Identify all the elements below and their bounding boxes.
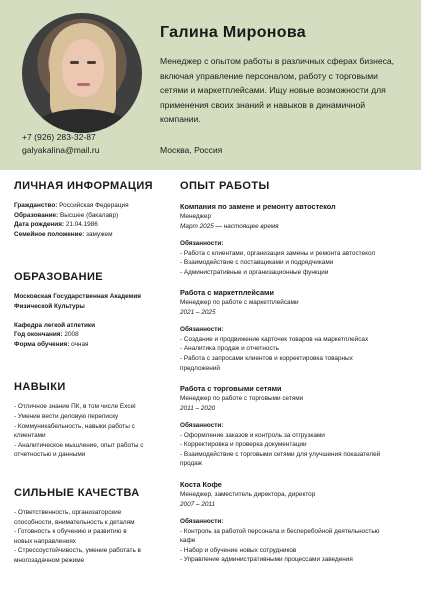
job-company: Работа с маркетплейсами (180, 288, 274, 298)
education-heading: ОБРАЗОВАНИЕ (14, 271, 104, 284)
profile-photo (22, 13, 142, 133)
duty-line: предложений (180, 364, 220, 372)
quality-line: - Стрессоустойчивость, умение работать в (14, 547, 141, 555)
skill-line: - Отличное знание ПК, в том числе Excel (14, 403, 136, 411)
left-column (14, 180, 159, 565)
duties-label: Обязанности: (180, 326, 224, 334)
job-entry (180, 480, 410, 565)
right-column (180, 180, 410, 565)
job-dates: 2011 – 2020 (180, 404, 216, 412)
duty-line: - Набор и обучение новых сотрудников (180, 546, 297, 554)
job-company: Работа с торговыми сетями (180, 384, 282, 394)
skill-line: отчетностью и данными (14, 451, 86, 459)
about-summary: Менеджер с опытом работы в различных сферах бизнеса, включая управление персоналом, работу с торговыми сетями и маркетплейсами. Ищу новые возможности для применения своих знаний и навыков в динамичной компании. (160, 56, 395, 124)
personal-info-list (14, 201, 159, 239)
skill-line: клиентами (14, 432, 46, 440)
duties-label: Обязанности: (180, 518, 224, 526)
personal-info-heading: ЛИЧНАЯ ИНФОРМАЦИЯ (14, 180, 153, 192)
qualities-heading: СИЛЬНЫЕ КАЧЕСТВА (14, 486, 140, 499)
skill-line: - Коммуникабельность, навыки работы с (14, 422, 135, 430)
duty-line: - Взаимодействие с торговыми сетями для улучшения показателей (180, 450, 381, 458)
skills-list (14, 402, 159, 460)
citizenship-row: Гражданство: Российская Федерация (14, 202, 129, 209)
duties-label: Обязанности: (180, 240, 224, 247)
duties-label: Обязанности: (180, 422, 224, 430)
phone-number[interactable]: +7 (926) 283-32-87 (22, 132, 96, 142)
duty-line: продаж (180, 460, 202, 468)
skill-line: - Аналитическое мышление, опыт работы с (14, 441, 144, 449)
duty-line: - Работа с запросами клиентов и корректировка товарных (180, 354, 353, 362)
quality-line: многозадачном режиме (14, 556, 85, 564)
duty-line: - Корректировка и проверка документации (180, 441, 307, 449)
study-form-row: Форма обучения: очная (14, 340, 89, 348)
city: Москва, Россия (160, 145, 223, 155)
skills-heading: НАВЫКИ (14, 381, 66, 394)
duty-line: - Аналитика продаж и отчетность (180, 345, 279, 353)
job-company: Компания по замене и ремонту автостекол (180, 202, 336, 211)
job-company: Коста Кофе (180, 480, 222, 490)
job-entry (180, 384, 410, 469)
quality-line: - Ответственность, организаторские (14, 508, 122, 516)
duty-line: - Работа с клиентами, организация замены и ремонта автостекол (180, 249, 376, 257)
job-role: Менеджер, заместитель директора, директор (180, 491, 316, 499)
duty-line: - Создание и продвижение карточек товаров на маркетплейсах (180, 335, 369, 343)
job-dates: 2007 – 2011 (180, 500, 216, 508)
experience-heading: ОПЫТ РАБОТЫ (180, 180, 270, 192)
education-block (14, 292, 159, 349)
skill-line: - Умение вести деловую переписку (14, 412, 119, 420)
job-entry (180, 202, 410, 277)
job-dates: 2021 – 2025 (180, 308, 216, 316)
qualities-list (14, 508, 159, 566)
header-band (0, 0, 421, 170)
duty-line: - Административные и организационные функции (180, 268, 329, 276)
job-dates: Март 2025 — настоящее время (180, 222, 279, 230)
marital-status-row: Семейное положение: замужем (14, 230, 113, 238)
candidate-name: Галина Миронова (160, 24, 306, 41)
education-level-row: Образование: Высшее (бакалавр) (14, 211, 119, 219)
quality-line: способности, внимательность к деталям (14, 518, 135, 526)
job-entry (180, 288, 410, 373)
school-name-line2: Физической Культуры (14, 302, 85, 310)
job-role: Менеджер по работе с маркетплейсами (180, 299, 299, 307)
birth-date-row: Дата рождения: 21.04.1986 (14, 221, 98, 229)
job-role: Менеджер (180, 213, 212, 220)
email-address[interactable]: galyakalina@mail.ru (22, 145, 100, 155)
duty-line: - Управление административными процессами заведения (180, 556, 353, 564)
graduation-year-row: Год окончания: 2008 (14, 331, 79, 339)
duty-line: - Оформление заказов и контроль за отгрузками (180, 431, 325, 439)
duty-line: - Контроль за работой персонала и бесперебойной деятельностью (180, 527, 380, 535)
department: Кафедра легкой атлетики (14, 321, 96, 329)
quality-line: - Готовность к обучению и развитию в (14, 528, 127, 536)
duty-line: кафе (180, 537, 196, 545)
quality-line: новых направлениях (14, 537, 76, 545)
duty-line: - Взаимодействие с поставщиками и подрядчиками (180, 259, 334, 267)
job-role: Менеджер по работе с торговыми сетями (180, 395, 304, 403)
school-name-line1: Московская Государственная Академия (14, 293, 142, 301)
